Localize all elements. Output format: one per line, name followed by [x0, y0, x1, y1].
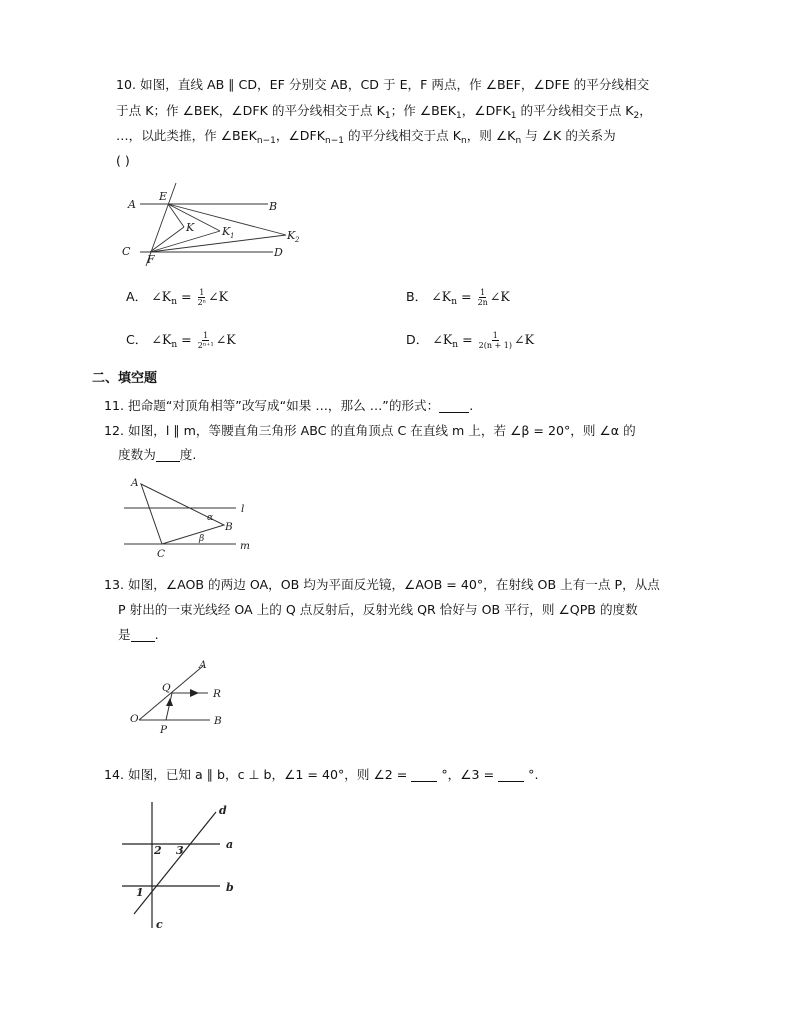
label-o: O [130, 713, 139, 725]
label-b: b [226, 881, 234, 894]
label-beta: β [199, 534, 205, 544]
arrow-pq [166, 698, 173, 706]
q12-line1: 12. 如图，l ∥ m，等腰直角三角形 ABC 的直角顶点 C 在直线 m 上，若 ∠β = 20°，则 ∠α 的 [104, 423, 636, 438]
q11-text: 11. 把命题“对顶角相等”改写成“如果 …，那么 …”的形式： . [104, 398, 474, 413]
q12-blank[interactable] [156, 447, 180, 462]
label-a: A [199, 659, 207, 671]
label-b: B [214, 715, 222, 727]
label-l: l [241, 503, 245, 515]
q10-answer-bracket: ( ) [116, 153, 130, 168]
label-angle-3: 3 [176, 844, 184, 857]
label-e: E [159, 190, 168, 203]
label-k: K [186, 221, 195, 234]
arrow-qr [190, 689, 199, 697]
q14-blank-2[interactable] [411, 767, 437, 782]
q13-line1: 13. 如图，∠AOB 的两边 OA，OB 均为平面反光镜，∠AOB = 40°，在射线 OB 上有一点 P，从点 [104, 577, 660, 592]
option-a[interactable]: A． $\angle K_n$ = $\frac{1}{\text{2ⁿ}}$ ∠K [126, 288, 229, 307]
label-a: A [131, 477, 139, 489]
label-m: m [240, 540, 250, 552]
label-k2: K [287, 229, 296, 242]
q14-blank-3[interactable] [498, 767, 524, 782]
q14-text: 14. 如图，已知 a ∥ b，c ⊥ b，∠1 = 40°，则 ∠2 = °，∠3 = °. [104, 767, 539, 782]
option-b[interactable]: B． $\angle K_n$ = $\frac{1}{2n}$ ∠K [406, 288, 510, 307]
label-r: R [213, 688, 221, 700]
q10-line1: 10. 如图，直线 AB ∥ CD，EF 分别交 AB，CD 于 E，F 两点，作 ∠BEF，∠DFE 的平分线相交 [116, 77, 650, 92]
label-angle-2: 2 [154, 844, 162, 857]
label-b: B [269, 200, 278, 213]
label-a: A [128, 198, 136, 211]
label-b: B [225, 521, 233, 533]
label-k1: K [222, 225, 231, 238]
label-c: C [122, 245, 131, 258]
q10-figure [118, 180, 308, 270]
label-k1-sub: 1 [230, 232, 235, 240]
q13-blank[interactable] [131, 627, 155, 642]
label-q: Q [162, 682, 171, 694]
q13-line2: P 射出的一束光线经 OA 上的 Q 点反射后，反射光线 QR 恰好与 OB 平行，则 ∠QPB 的度数 [118, 602, 638, 617]
label-d: D [274, 246, 283, 259]
q11-blank[interactable] [439, 398, 469, 413]
section-title: 二、填空题 [92, 371, 158, 386]
label-d: d [219, 804, 227, 817]
label-a: a [226, 838, 234, 851]
option-d[interactable]: D． $\angle K_n$ = $\frac{1}{2(n + 1)}$ ∠K [406, 331, 534, 350]
label-p: P [160, 724, 168, 736]
line-d [134, 812, 216, 914]
label-k2-sub: 2 [295, 236, 300, 244]
label-f: F [147, 253, 155, 266]
q14-figure [112, 800, 242, 932]
label-c: C [157, 548, 166, 560]
label-angle-1: 1 [136, 886, 144, 899]
q10-line2: 于点 K；作 ∠BEK，∠DFK 的平分线相交于点 $K_1$；作 $\angle BEK_1$，$\angle DFK_1$ 的平分线相交于点 $K_2$， [116, 103, 652, 121]
q13-line3: 是 . [118, 627, 159, 642]
q10-line3: …，以此类推，作 $\angle BEK_{n-1}$，$\angle DFK_{n-1}$ 的平分线相交于点 $K_n$，则 $\angle K_n$ 与 ∠K 的关系为 [116, 128, 616, 146]
q12-line2: 度数为 度. [118, 447, 197, 462]
label-alpha: α [207, 513, 214, 523]
q13-figure [128, 656, 232, 736]
q12-figure [118, 474, 264, 560]
option-c[interactable]: C． $\angle K_n$ = $\frac{1}{\text{2ⁿ⁺¹}}$ ∠K [126, 331, 236, 350]
label-c: c [156, 918, 163, 931]
segment-fk1 [150, 231, 220, 252]
